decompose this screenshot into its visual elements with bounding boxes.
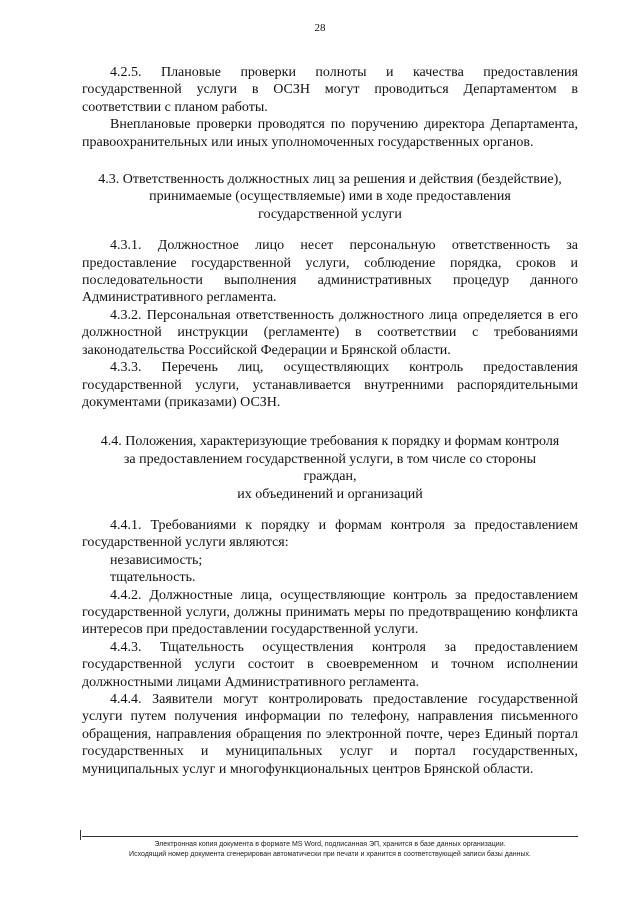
paragraph-4-3-3: 4.3.3. Перечень лиц, осуществляющих контроль предоставления государственной услуги, устанавливается внутренними распорядительными документами (приказами) ОСЗН. [82,360,578,410]
paragraph-4-4-1: 4.4.1. Требованиями к порядку и формам контроля за предоставлением государственной услуги являются: [82,517,578,551]
paragraph-unscheduled-inspections: Внеплановые проверки проводятся по поручению директора Департамента, правоохранительных или иных уполномоченных государственных органов. [82,117,578,150]
heading-line: государственной услуги [258,206,402,222]
document-body [82,64,578,778]
paragraph-4-4-3: 4.4.3. Тщательность осуществления контроля за предоставлением государственной услуги состоит в своевременном и точном исполнении должностными лицами Административного регламента. [82,639,578,690]
footer-note [82,834,578,860]
footer-line: Исходящий номер документа сгенерирован автоматически при печати и хранится в соответствующей записи базы данных. [129,851,531,858]
heading-line: 4.4. Положения, характеризующие требования к порядку и формам контроля [100,434,560,450]
heading-line: за предоставлением государственной услуги, в том числе со стороны [123,451,537,467]
paragraph-4-3-2: 4.3.2. Персональная ответственность должностного лица определяется в его должностной инструкции (регламенте) в соответствии с требованиями законодательства Российской Федерации и Брянской области. [82,307,578,358]
footer-line: Электронная копия документа в формате MS Word, подписанная ЭП, хранится в базе данных организации. [154,841,506,848]
heading-line: принимаемые (осуществляемые) ими в ходе предоставления [149,189,511,205]
list-item-thoroughness: тщательность. [110,570,196,586]
section-heading-4-3 [72,171,588,223]
page-number: 28 [314,22,326,34]
heading-line: граждан, [303,469,357,485]
list-item-independence: независимость; [110,552,203,568]
paragraph-4-4-4: 4.4.4. Заявители могут контролировать предоставление государственной услуги путем получения информации по телефону, направления письменного обращения, направления обращения по электронной почте, через Единый портал государственных и муниципальных услуг и портал государственных, муниципальных услуг и многофункциональных центров Брянской области. [82,692,578,777]
paragraph-4-2-5: 4.2.5. Плановые проверки полноты и качества предоставления государственной услуги в ОСЗН могут проводиться Департаментом в соответствии с планом работы. [82,65,578,115]
heading-line: их объединений и организаций [237,486,423,502]
section-heading-4-4 [72,433,588,503]
paragraph-4-4-2: 4.4.2. Должностные лица, осуществляющие контроль за предоставлением государственной услуги, должны принимать меры по предотвращению конфликта интересов при предоставлении государственной услуги. [82,587,578,638]
heading-line: 4.3. Ответственность должностных лиц за решения и действия (бездействие), [98,172,562,188]
paragraph-4-3-1: 4.3.1. Должностное лицо несет персональную ответственность за предоставление государственной услуги, соблюдение порядка, сроков и последовательности выполнения административных процедур данного Административного регламента. [82,238,578,306]
